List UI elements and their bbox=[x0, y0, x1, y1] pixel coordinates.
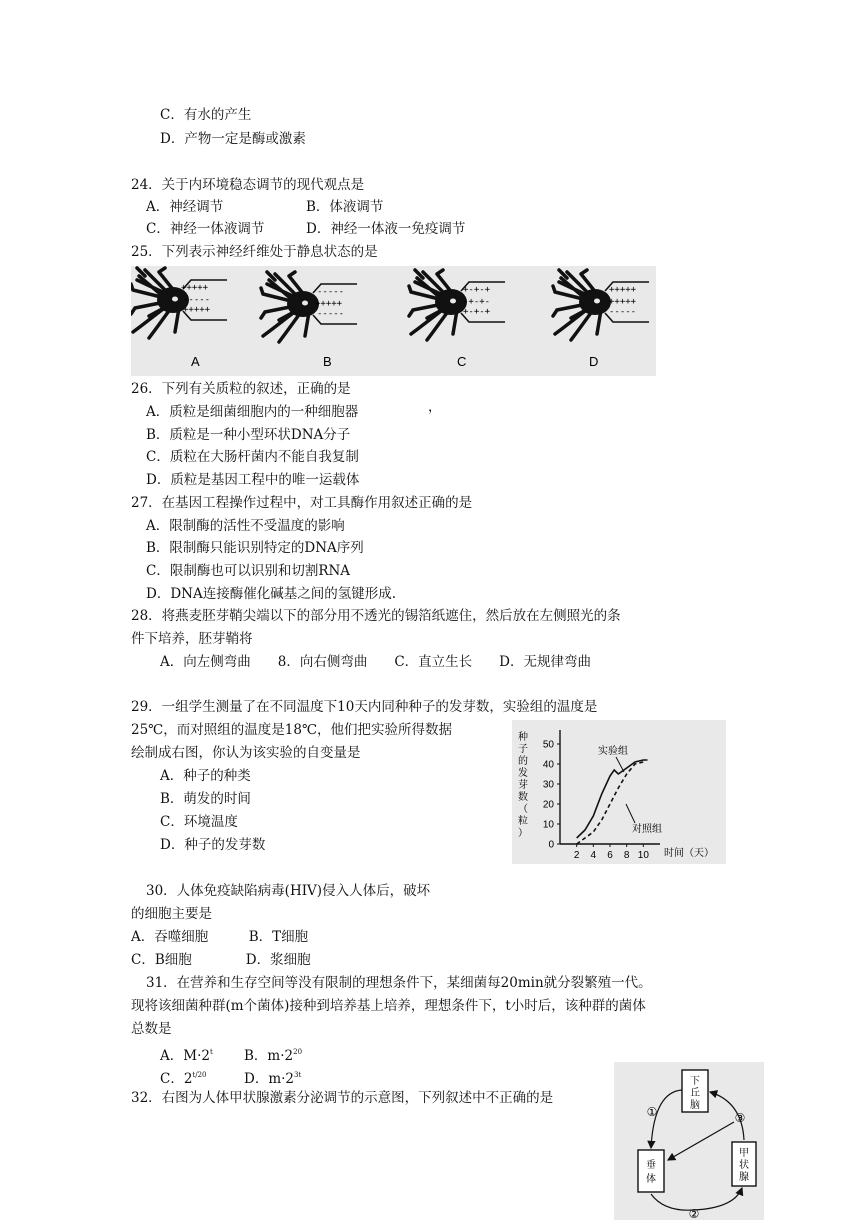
y-tick-label: 10 bbox=[542, 819, 554, 831]
neuron-label-c: C bbox=[457, 354, 467, 369]
neuron-label-d: D bbox=[589, 354, 599, 369]
arrow-thyroid-to-pituitary bbox=[668, 1122, 734, 1160]
y-tick-label: 30 bbox=[542, 779, 554, 791]
q27-option-d: D．DNA连接酶催化碱基之间的氢键形成. bbox=[146, 586, 397, 602]
thyroid-regulation-diagram bbox=[614, 1062, 764, 1220]
q28-stem-line2: 件下培养，胚芽鞘将 bbox=[131, 631, 253, 647]
svg-text:+-+-+: +-+-+ bbox=[463, 285, 491, 295]
thyroid-char-1: 甲 bbox=[739, 1148, 749, 1159]
arrow-hypothalamus-to-pituitary bbox=[651, 1090, 682, 1148]
y-tick-label: 20 bbox=[542, 799, 554, 811]
q25-stem: 25．下列表示神经纤维处于静息状态的是 bbox=[131, 244, 378, 260]
x-tick-label: 4 bbox=[590, 850, 597, 861]
q23-option-c: C．有水的产生 bbox=[160, 107, 252, 123]
svg-text:+-+-+: +-+-+ bbox=[463, 307, 491, 317]
x-tick-label: 2 bbox=[573, 850, 580, 861]
y-axis-label-char: 种 bbox=[518, 732, 528, 743]
q29-stem-line3: 绘制成右图，你认为该实验的自变量是 bbox=[131, 745, 361, 761]
y-axis-label-char: 数 bbox=[518, 792, 528, 803]
y-axis-label-char: 芽 bbox=[518, 780, 528, 791]
neuron-label-a: A bbox=[191, 354, 200, 369]
y-tick-label: 0 bbox=[548, 839, 554, 851]
thyroid-char-2: 状 bbox=[739, 1160, 749, 1171]
q30-options-ab: A．吞噬细胞 B．T细胞 bbox=[131, 929, 309, 945]
pituitary-char-1: 垂 bbox=[646, 1160, 656, 1171]
q27-stem: 27．在基因工程操作过程中，对工具酶作用叙述正确的是 bbox=[131, 495, 473, 511]
mark-3: ③ bbox=[734, 1111, 746, 1125]
y-axis-label-char: 子 bbox=[518, 744, 528, 755]
neuron-b bbox=[261, 272, 357, 342]
q29-option-c: C．环境温度 bbox=[160, 814, 238, 830]
q30-options-cd: C．B细胞 D．浆细胞 bbox=[131, 952, 311, 968]
q30-stem-line2: 的细胞主要是 bbox=[131, 906, 212, 922]
y-axis-label-char: 的 bbox=[518, 756, 528, 767]
q31-option-a: A．$M\cdot 2^t$ bbox=[160, 1048, 213, 1064]
q26-option-b: B．质粒是一种小型环状DNA分子 bbox=[146, 427, 351, 443]
x-tick-label: 6 bbox=[607, 850, 613, 861]
q31-option-c: C．$2^{t/20}$ bbox=[160, 1071, 207, 1087]
q31-stem-line3: 总数是 bbox=[131, 1021, 172, 1037]
q24-option-b: B．体液调节 bbox=[306, 199, 384, 215]
q24-stem: 24．关于内环境稳态调节的现代观点是 bbox=[131, 177, 365, 193]
svg-text:+++++: +++++ bbox=[315, 299, 343, 309]
legend-control-pointer bbox=[626, 804, 635, 823]
q24-option-c: C．神经一体液调节 bbox=[146, 221, 265, 237]
germination-chart bbox=[512, 720, 726, 864]
q26-stem: 26．下列有关质粒的叙述，正确的是 bbox=[131, 381, 351, 397]
q23-option-d: D．产物一定是酶或激素 bbox=[160, 131, 306, 147]
hypothalamus-char-3: 脑 bbox=[690, 1100, 700, 1111]
q30-stem-line1: 30．人体免疫缺陷病毒(HIV)侵入人体后，破坏 bbox=[146, 883, 431, 899]
q28-options: A．向左侧弯曲 8．向右侧弯曲 C．直立生长 D．无规律弯曲 bbox=[160, 654, 591, 670]
y-tick-label: 50 bbox=[542, 739, 554, 751]
y-tick-label: 40 bbox=[542, 759, 554, 771]
q31-option-b: B．$m\cdot 2^{20}$ bbox=[244, 1048, 303, 1064]
y-axis-label-char: （ bbox=[518, 804, 528, 815]
y-axis-label bbox=[518, 730, 528, 839]
x-tick-label: 8 bbox=[623, 850, 630, 861]
mark-1: ① bbox=[646, 1105, 658, 1119]
legend-experimental-pointer bbox=[616, 757, 624, 772]
neuron-c bbox=[409, 270, 505, 340]
y-axis-label-char: ） bbox=[518, 828, 528, 839]
svg-text:-----: ----- bbox=[609, 307, 637, 317]
neuron-diagram bbox=[131, 266, 656, 376]
x-tick-label: 10 bbox=[637, 850, 649, 861]
pituitary-box bbox=[638, 1150, 664, 1192]
q26-option-d: D．质粒是基因工程中的唯一运载体 bbox=[146, 472, 360, 488]
mark-2: ② bbox=[688, 1207, 700, 1220]
svg-text:+++++: +++++ bbox=[183, 305, 211, 315]
svg-text:+++++: +++++ bbox=[609, 297, 637, 307]
q26-stray-mark: ， bbox=[428, 399, 442, 415]
q29-stem-line1: 29．一组学生测量了在不同温度下10天内同种种子的发芽数，实验组的温度是 bbox=[131, 699, 598, 715]
svg-text:-+-+-: -+-+- bbox=[463, 297, 491, 307]
legend-control: 对照组 bbox=[632, 824, 662, 835]
q32-stem: 32．右图为人体甲状腺激素分泌调节的示意图，下列叙述中不正确的是 bbox=[131, 1090, 554, 1106]
svg-text:-----: ----- bbox=[317, 309, 345, 319]
hypothalamus-char-1: 下 bbox=[690, 1076, 700, 1087]
y-axis-label-char: 发 bbox=[518, 768, 528, 779]
neuron-d bbox=[553, 270, 649, 340]
q27-option-c: C．限制酶也可以识别和切割RNA bbox=[146, 563, 351, 579]
svg-text:-----: ----- bbox=[317, 287, 345, 297]
q29-option-d: D．种子的发芽数 bbox=[160, 837, 266, 853]
hypothalamus-char-2: 丘 bbox=[690, 1088, 700, 1099]
q27-option-b: B．限制酶只能识别特定的DNA序列 bbox=[146, 540, 364, 556]
x-axis-label: 时间（天） bbox=[664, 848, 714, 859]
neuron-label-b: B bbox=[323, 354, 332, 369]
svg-text:+++++: +++++ bbox=[181, 283, 209, 293]
q31-option-d: D．$m\cdot 2^{3t}$ bbox=[244, 1071, 302, 1087]
q31-stem-line1: 31．在营养和生存空间等没有限制的理想条件下，某细菌每20min就分裂繁殖一代。 bbox=[146, 975, 652, 991]
q29-option-a: A．种子的种类 bbox=[160, 768, 251, 784]
q27-option-a: A．限制酶的活性不受温度的影响 bbox=[146, 518, 345, 534]
q25-neuron-figure bbox=[131, 266, 656, 376]
germination-chart-svg bbox=[512, 720, 726, 864]
q31-stem-line2: 现将该细菌种群(m个菌体)接种到培养基上培养，理想条件下，t小时后，该种群的菌体 bbox=[131, 998, 646, 1014]
svg-text:+++++: +++++ bbox=[609, 285, 637, 295]
q26-option-c: C．质粒在大肠杆菌内不能自我复制 bbox=[146, 449, 359, 465]
q26-option-a: A．质粒是细菌细胞内的一种细胞器 bbox=[146, 404, 359, 420]
svg-text:-----: ----- bbox=[183, 295, 211, 305]
y-axis-label-char: 粒 bbox=[518, 816, 528, 827]
q24-option-d: D．神经一体液一免疫调节 bbox=[306, 221, 466, 237]
thyroid-diagram-svg bbox=[614, 1062, 764, 1220]
q24-option-a: A．神经调节 bbox=[146, 199, 224, 215]
q29-stem-line2: 25℃，而对照组的温度是18℃，他们把实验所得数据 bbox=[131, 722, 453, 738]
q28-stem-line1: 28．将燕麦胚芽鞘尖端以下的部分用不透光的锡箔纸遮住，然后放在左侧照光的条 bbox=[131, 608, 621, 624]
q29-option-b: B．萌发的时间 bbox=[160, 791, 251, 807]
legend-experimental: 实验组 bbox=[598, 746, 628, 757]
neuron-a bbox=[131, 268, 227, 338]
pituitary-char-2: 体 bbox=[646, 1174, 656, 1185]
thyroid-char-3: 腺 bbox=[739, 1172, 749, 1183]
